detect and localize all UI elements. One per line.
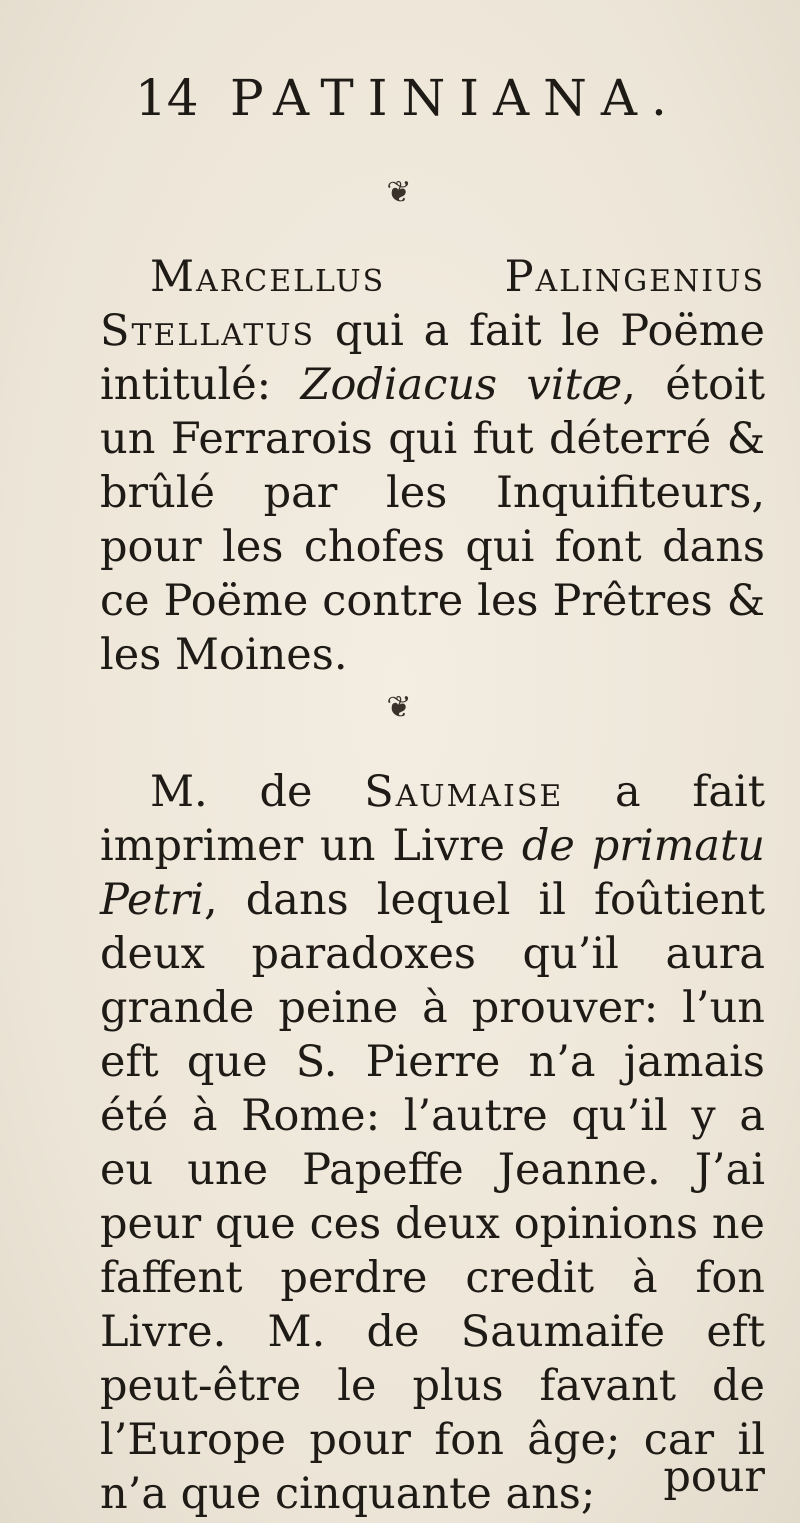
fleuron-ornament-icon: ❦ — [386, 175, 414, 210]
entry-1-name: Marcellus Palingenius Stellatus — [100, 252, 765, 356]
entry-2-name: Saumaise — [364, 767, 564, 817]
entry-2-text-a: a fait imprimer un Livre — [100, 767, 766, 871]
entry-1-text-b: , étoit un Ferrarois qui fut déterré & brûlé par les Inquifiteurs, pour les chofes qui font dans ce Poëme contre les Prêtres & les Moines. — [100, 360, 766, 680]
entry-1-work-title: Zodiacus vitæ — [300, 360, 623, 410]
entry-2-work-title: de primatu Petri — [100, 821, 765, 925]
entry-2-prefix: M. de — [150, 767, 313, 817]
entry-palingenius — [100, 250, 765, 682]
entry-saumaise — [100, 765, 765, 1521]
running-title: PATINIANA. — [230, 69, 681, 127]
catchword: pour — [663, 1452, 765, 1502]
running-head — [135, 68, 760, 128]
entry-2-text-b: , dans lequel il foûtient deux paradoxes qu’il aura grande peine à prouver: l’un eft que S. Pierre n’a jamais été à Rome: l’autre qu’il y a eu une Papeffe Jeanne. J’ai peur que ces deux opinions ne faffent perdre credit à fon Livre. M. de Saumaife eft peut-être le plus favant de l’Europe pour fon âge; car il n’a que cinquante ans; — [100, 875, 765, 1519]
fleuron-ornament-icon-2: ❦ — [386, 690, 414, 725]
page-number: 14 — [135, 69, 199, 127]
entry-1-text-a: qui a fait le Poëme intitulé: — [100, 306, 766, 410]
